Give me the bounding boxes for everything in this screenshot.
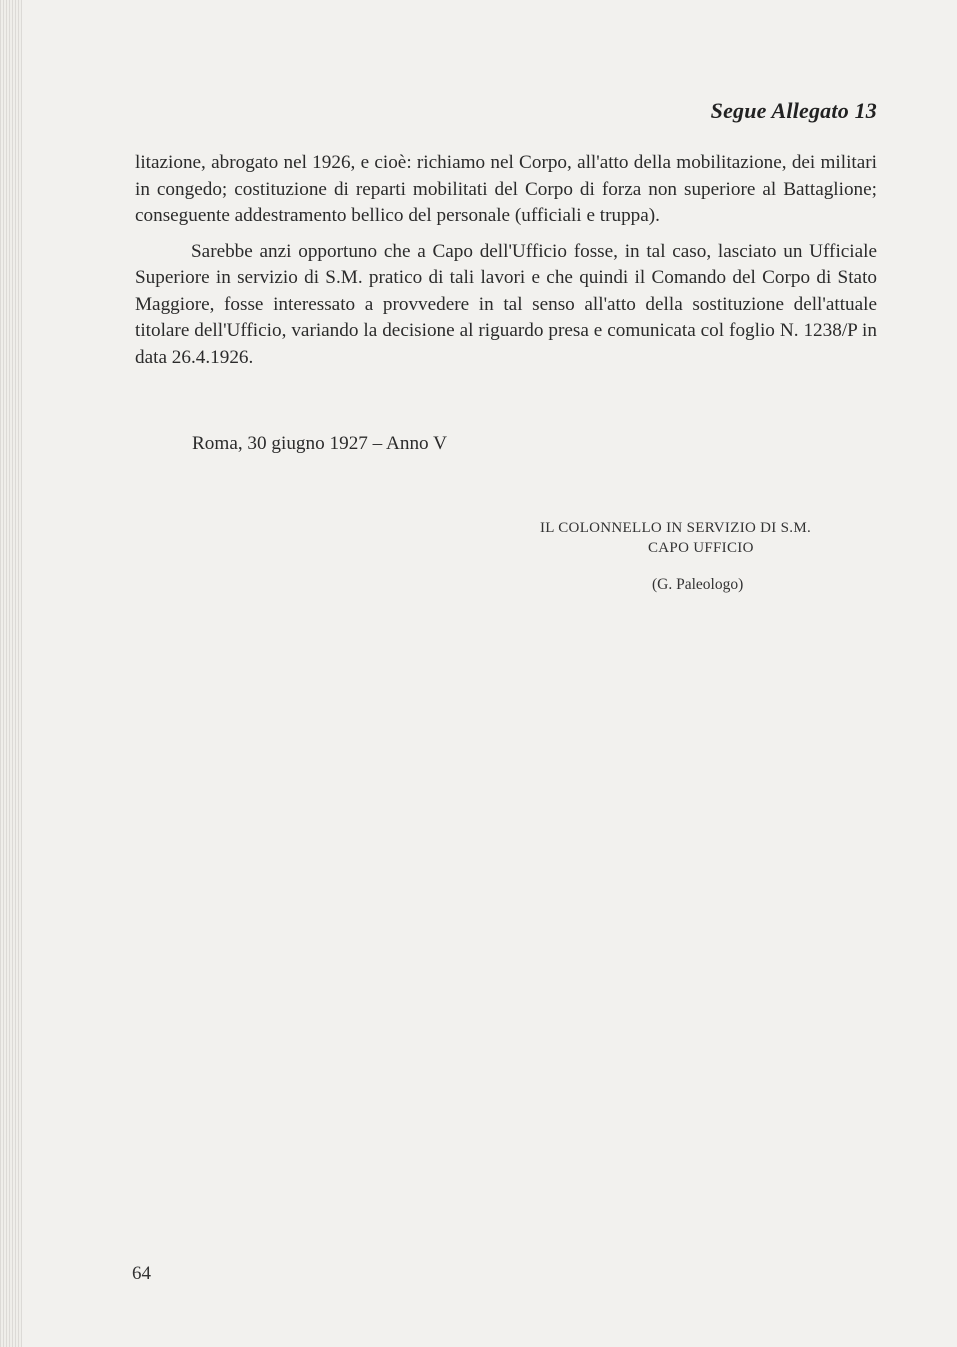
binding-edge xyxy=(0,0,22,1347)
page-number: 64 xyxy=(132,1263,151,1284)
running-head: Segue Allegato 13 xyxy=(710,98,877,123)
signature-office: CAPO UFFICIO xyxy=(648,540,754,556)
dateline: Roma, 30 giugno 1927 – Anno V xyxy=(192,433,447,454)
signature-rank: IL COLONNELLO IN SERVIZIO DI S.M. xyxy=(540,520,812,536)
paragraph-2: Sarebbe anzi opportuno che a Capo dell'Ufficio fosse, in tal caso, lasciato un Ufficiale Superiore in servizio di S.M. pratico di tali lavori e che quindi il Comando del Corpo di Stato Maggiore, fosse interessato a provvedere in tal senso all'atto della sostituzione dell'attuale titolare dell'Ufficio, variando la decisione al riguardo presa e comunicata col foglio N. 1238/P in data 26.4.1926. xyxy=(135,240,877,368)
paragraph-1: litazione, abrogato nel 1926, e cioè: richiamo nel Corpo, all'atto della mobilitazione, dei militari in congedo; costituzione di reparti mobilitati del Corpo di forza non superiore al Battaglione; conseguente addestramento bellico del personale (ufficiali e truppa). xyxy=(135,152,877,226)
body-text xyxy=(135,150,877,371)
signature-name: (G. Paleologo) xyxy=(652,576,744,593)
